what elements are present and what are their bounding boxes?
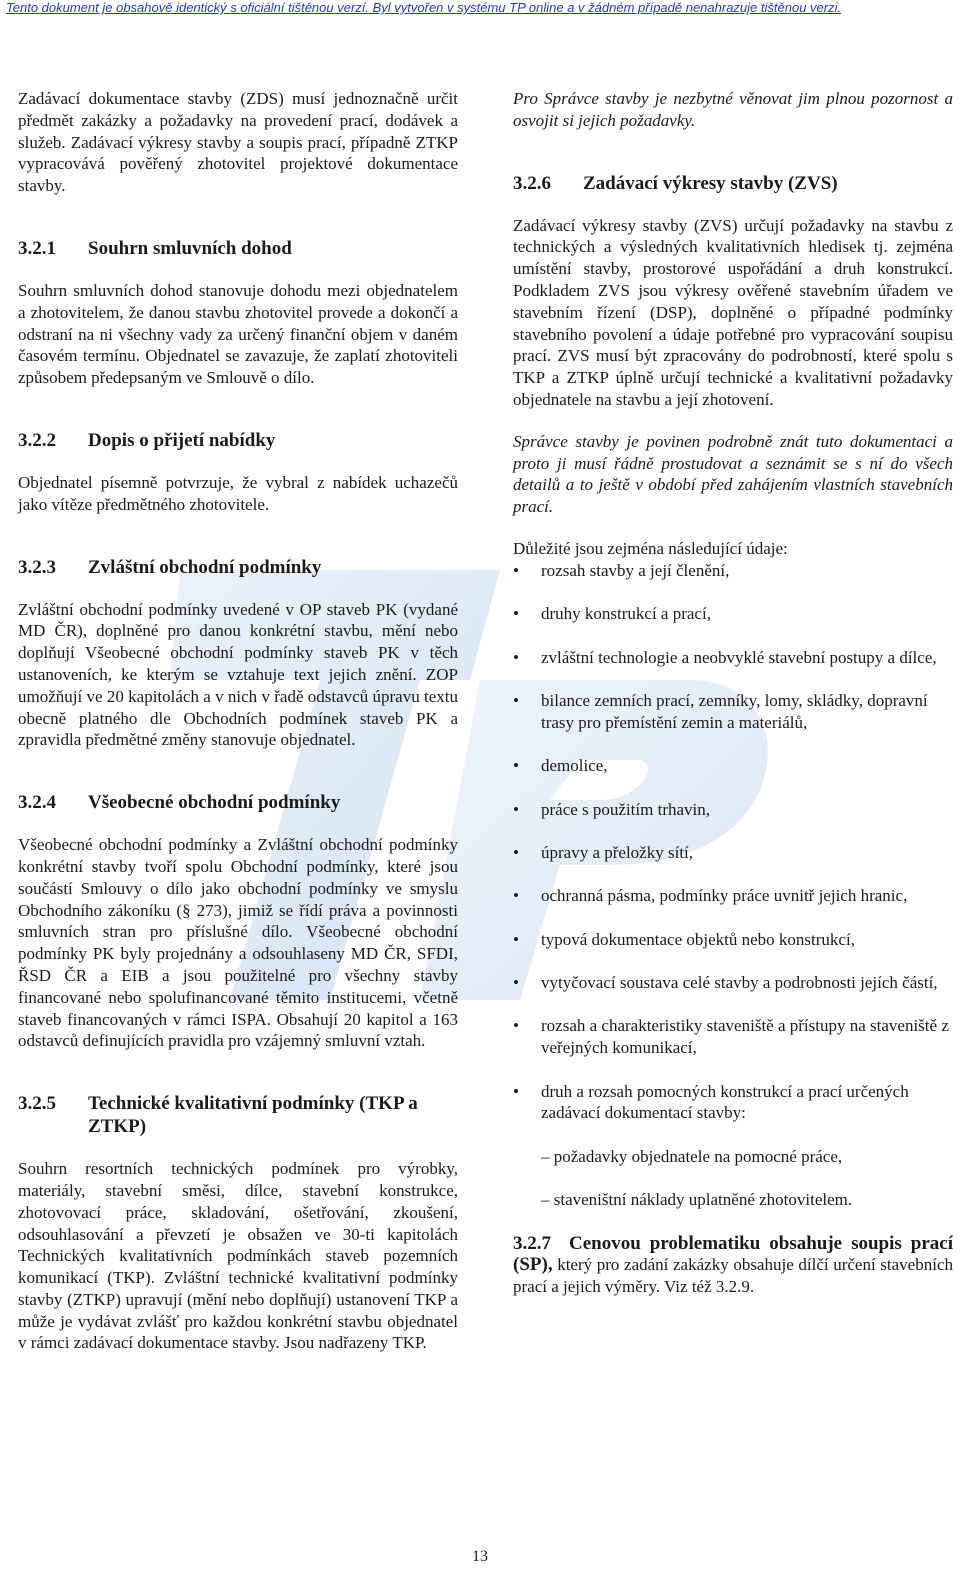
list-item: • druhy konstrukcí a prací, — [513, 603, 953, 625]
section-heading-323 — [18, 556, 458, 579]
section-title: Souhrn smluvních dohod — [88, 237, 292, 259]
section-number: 3.2.6 — [513, 172, 551, 194]
sub-list-item: – požadavky objednatele na pomocné práce, — [541, 1146, 843, 1166]
section-number: 3.2.7 — [513, 1232, 551, 1254]
section-heading-326 — [513, 172, 953, 195]
section-text-322: Objednatel písemně potvrzuje, že vybral z nabídek uchazečů jako vítěze předmětného zhotovitele. — [18, 472, 458, 514]
page-number: 13 — [472, 1548, 488, 1565]
list-intro: Důležité jsou zejména následující údaje: — [513, 538, 788, 558]
list-item: • druh a rozsah pomocných konstrukcí a prací určených zadávací dokumentací stavby: — [513, 1081, 953, 1125]
section-heading-325 — [18, 1092, 458, 1138]
section-text-323: Zvláštní obchodní podmínky uvedené v OP staveb PK (vydané MD ČR), doplněné pro danou konkrétní stavbu, mění nebo doplňují Všeobecné obchodní podmínky staveb PK v těch ustanoveních, ke kterým se vztahuje text jejich znění. ZOP umožňují ve 20 kapitolách a v nich v řadě odstavců úpravu textu obecně platného dle Obchodních podmínek staveb PK a zpravidla předmětné změny stanovuje objednatel. — [18, 599, 458, 750]
section-title: Zadávací výkresy stavby (ZVS) — [583, 172, 838, 194]
section-heading-324 — [18, 791, 458, 814]
section-heading-321 — [18, 237, 458, 260]
list-item: • rozsah stavby a její členění, — [513, 560, 953, 582]
list-item: • typová dokumentace objektů nebo konstrukcí, — [513, 929, 953, 951]
section-heading-322 — [18, 429, 458, 452]
disclaimer-banner[interactable]: Tento dokument je obsahově identický s oficiální tištěnou verzí. Byl vytvořen v systému TP online a v žádném případě nenahrazuje tištěnou verzi. — [6, 0, 842, 15]
section-number: 3.2.3 — [18, 556, 56, 578]
intro-paragraph: Zadávací dokumentace stavby (ZDS) musí jednoznačně určit předmět zakázky a požadavky na provedení prací, dodávek a služeb. Zadávací výkresy stavby a soupis prací, případně ZTKP vypracovává pověřený zhotovitel projektové dokumentace stavby. — [18, 89, 458, 196]
section-title: Technické kvalitativní podmínky (TKP a ZTKP) — [88, 1093, 418, 1138]
sub-list-item: – staveništní náklady uplatněné zhotovitelem. — [541, 1190, 853, 1210]
section-number: 3.2.4 — [18, 792, 56, 814]
right-column — [513, 88, 953, 1298]
list-item: • vytyčovací soustava celé stavby a podrobnosti jejích částí, — [513, 972, 953, 994]
section-title: Zvláštní obchodní podmínky — [88, 556, 322, 578]
left-column — [18, 88, 458, 1354]
list-item: • bilance zemních prací, zemníky, lomy, skládky, dopravní trasy pro přemístění zemin a materiálů, — [513, 690, 953, 734]
section-text-321: Souhrn smluvních dohod stanovuje dohodu mezi objednatelem a zhotovitelem, že danou stavbu zhotovitel provede a dokončí a odstraní na ni všechny vady za určený finanční objem v daném časovém termínu. Objednatel se zavazuje, že zaplatí zhotoviteli způsobem předepsaným ve Smlouvě o dílo. — [18, 280, 458, 388]
section-title: Dopis o přijetí nabídky — [88, 429, 276, 451]
list-item: • ochranná pásma, podmínky práce uvnitř jejich hranic, — [513, 885, 953, 907]
section-number: 3.2.2 — [18, 429, 56, 451]
section-title: Všeobecné obchodní podmínky — [88, 792, 341, 814]
bullet-list — [513, 560, 953, 1124]
italic-note-326: Správce stavby je povinen podrobně znát tuto dokumentaci a proto ji musí řádně prostudovat a seznámit se s ní do všech detailů a to ještě v období před zahájením vlastních stavebních prací. — [513, 431, 953, 517]
list-item: • demolice, — [513, 755, 953, 777]
section-text-326: Zadávací výkresy stavby (ZVS) určují požadavky na stavbu z technických a výsledných kvalitativních hledisek tj. zejména umístění stavby, prostorové uspořádání a druh konstrukcí. Podkladem ZVS jsou výkresy ověřené stavebním úřadem ve stavebním řízení (DSP), doplněné o případné podmínky stavebního povolení a údaje potřebné pro vypracování soupisu prací. ZVS musí být zpracovány do podrobností, které spolu s TKP a ZTKP úplně určují technické a kvalitativní požadavky objednatele na stavbu a její zhotovení. — [513, 215, 953, 409]
section-text-325: Souhrn resortních technických podmínek pro výrobky, materiály, stavební směsi, dílce, stavební konstrukce, zhotovovací práce, skladování, ošetřování, zkoušení, odsouhlasování a převzetí je obsažen ve 30-ti kapitolách Technických kvalitativních podmínkách staveb pozemních komunikací (TKP). Zvláštní technické kvalitativní podmínky stavby (ZTKP) upravují (mění nebo doplňují) ustanovení TKP a může je vydávat zvlášť pro každou konkrétní stavbu objednatel v rámci zadávací dokumentace stavby. Jsou nadřazeny TKP. — [18, 1159, 458, 1353]
sub-list — [513, 1146, 953, 1211]
section-number: 3.2.5 — [18, 1093, 56, 1115]
list-item: • rozsah a charakteristiky staveniště a přístupy na staveniště z veřejných komunikací, — [513, 1015, 953, 1059]
section-number: 3.2.1 — [18, 237, 56, 259]
section-text-327: který pro zadání zakázky obsahuje dílčí určení stavebních prací a jejich výměry. Viz též 3.2.9. — [513, 1255, 953, 1297]
list-item: • práce s použitím trhavin, — [513, 799, 953, 821]
list-item: • zvláštní technologie a neobvyklé stavební postupy a dílce, — [513, 647, 953, 669]
section-bold-lead: Cenovou problematiku obsahuje soupis prací (SP), — [513, 1232, 953, 1276]
section-text-324: Všeobecné obchodní podmínky a Zvláštní obchodní podmínky konkrétní stavby tvoří spolu Obchodní podmínky, které jsou součástí Smlouvy o dílo jako obchodní podmínky ve smyslu Obchodního zákoníku (§ 273), jimiž se řídí práva a povinnosti smluvních stran pro příslušné dílo. Všeobecné obchodní podmínky PK byly projednány a odsouhlaseny MD ČR, SFDI, ŘSD ČR a EIB a jsou použitelné pro všechny stavby financované nebo spolufinancované těmito institucemi, včetně staveb financovaných v rámci ISPA. Obsahují 20 kapitol a 163 odstavců definujících pravidla pro vzájemný smluvní vztah. — [18, 835, 458, 1051]
section-paragraph-327 — [513, 1233, 953, 1298]
list-item: • úpravy a přeložky sítí, — [513, 842, 953, 864]
italic-note: Pro Správce stavby je nezbytné věnovat jim plnou pozornost a osvojit si jejich požadavky. — [513, 89, 953, 130]
